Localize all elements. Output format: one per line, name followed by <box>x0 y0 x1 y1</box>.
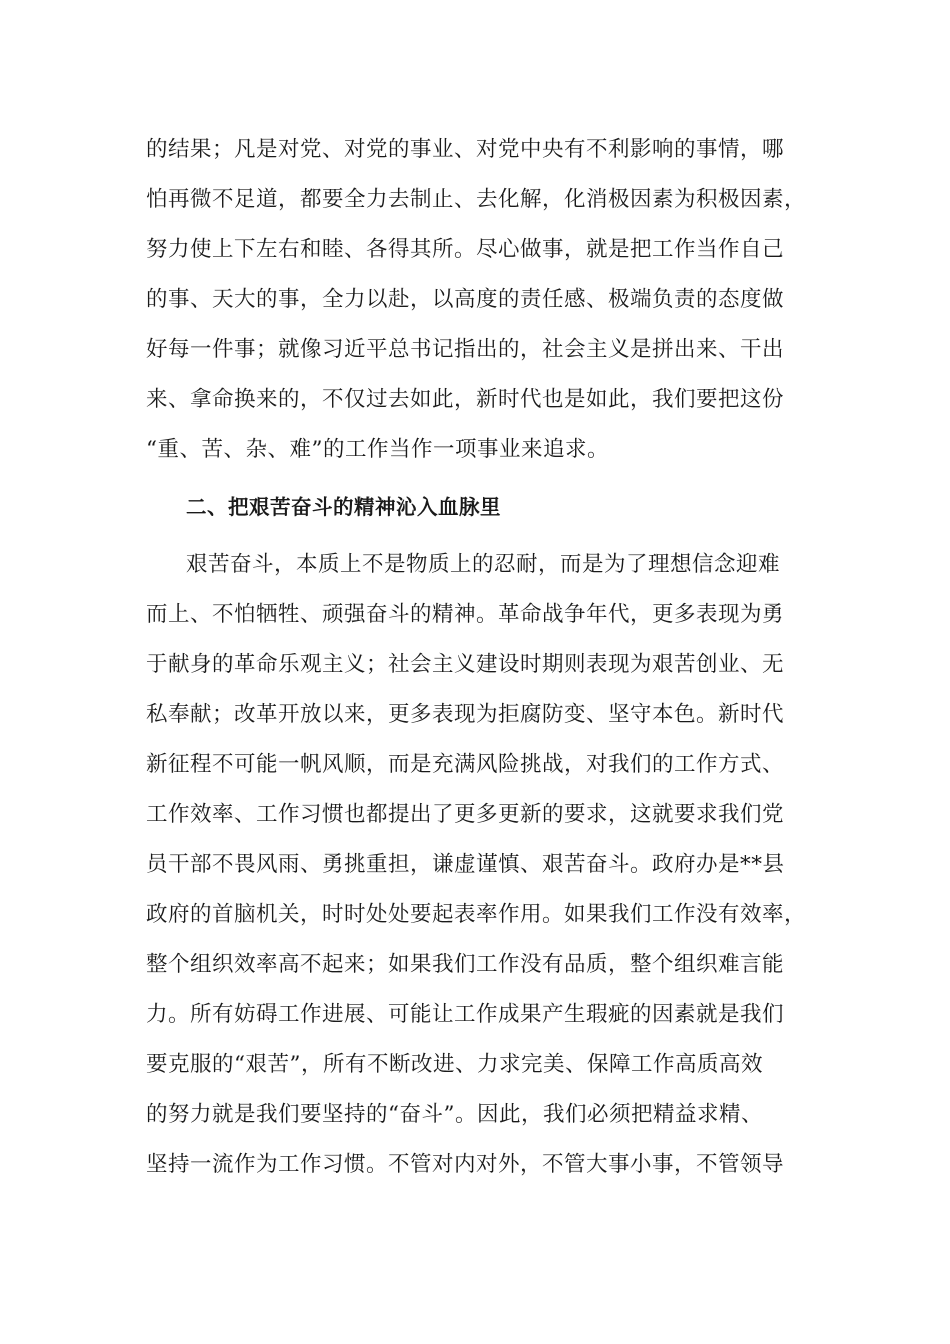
text-line: 要克服的“艰苦”，所有不断改进、力求完美、保障工作高质高效 <box>146 1052 763 1077</box>
text-line: 力。所有妨碍工作进展、可能让工作成果产生瑕疵的因素就是我们 <box>146 1002 785 1027</box>
text-line: 工作效率、工作习惯也都提出了更多更新的要求，这就要求我们党 <box>146 802 785 827</box>
text-line: 的结果；凡是对党、对党的事业、对党中央有不利影响的事情，哪 <box>146 137 785 162</box>
text-line: 好每一件事；就像习近平总书记指出的，社会主义是拼出来、干出 <box>146 337 785 362</box>
text-line: 而上、不怕牺牲、顽强奋斗的精神。革命战争年代，更多表现为勇 <box>146 602 785 627</box>
text-line: 怕再微不足道，都要全力去制止、去化解，化消极因素为积极因素， <box>146 187 807 212</box>
text-line: 于献身的革命乐观主义；社会主义建设时期则表现为艰苦创业、无 <box>146 652 785 677</box>
text-line: 政府的首脑机关，时时处处要起表率作用。如果我们工作没有效率， <box>146 902 807 927</box>
text-line: 努力使上下左右和睦、各得其所。尽心做事，就是把工作当作自己 <box>146 237 785 262</box>
text-line: 整个组织效率高不起来；如果我们工作没有品质，整个组织难言能 <box>146 952 785 977</box>
text-line: 私奉献；改革开放以来，更多表现为拒腐防变、坚守本色。新时代 <box>146 702 785 727</box>
text-line: 来、拿命换来的，不仅过去如此，新时代也是如此，我们要把这份 <box>146 387 785 412</box>
text-line: 坚持一流作为工作习惯。不管对内对外，不管大事小事，不管领导 <box>146 1152 785 1177</box>
text-line: 的努力就是我们要坚持的“奋斗”。因此，我们必须把精益求精、 <box>146 1102 763 1127</box>
text-line: 新征程不可能一帆风顺，而是充满风险挑战，对我们的工作方式、 <box>146 752 785 777</box>
text-line: “重、苦、杂、难”的工作当作一项事业来追求。 <box>146 437 609 462</box>
text-line: 艰苦奋斗，本质上不是物质上的忍耐，而是为了理想信念迎难 <box>186 552 781 577</box>
text-line: 员干部不畏风雨、勇挑重担，谦虚谨慎、艰苦奋斗。政府办是**县 <box>146 852 785 877</box>
section-heading: 二、把艰苦奋斗的精神沁入血脉里 <box>186 495 501 519</box>
text-line: 的事、天大的事，全力以赴，以高度的责任感、极端负责的态度做 <box>146 287 785 312</box>
